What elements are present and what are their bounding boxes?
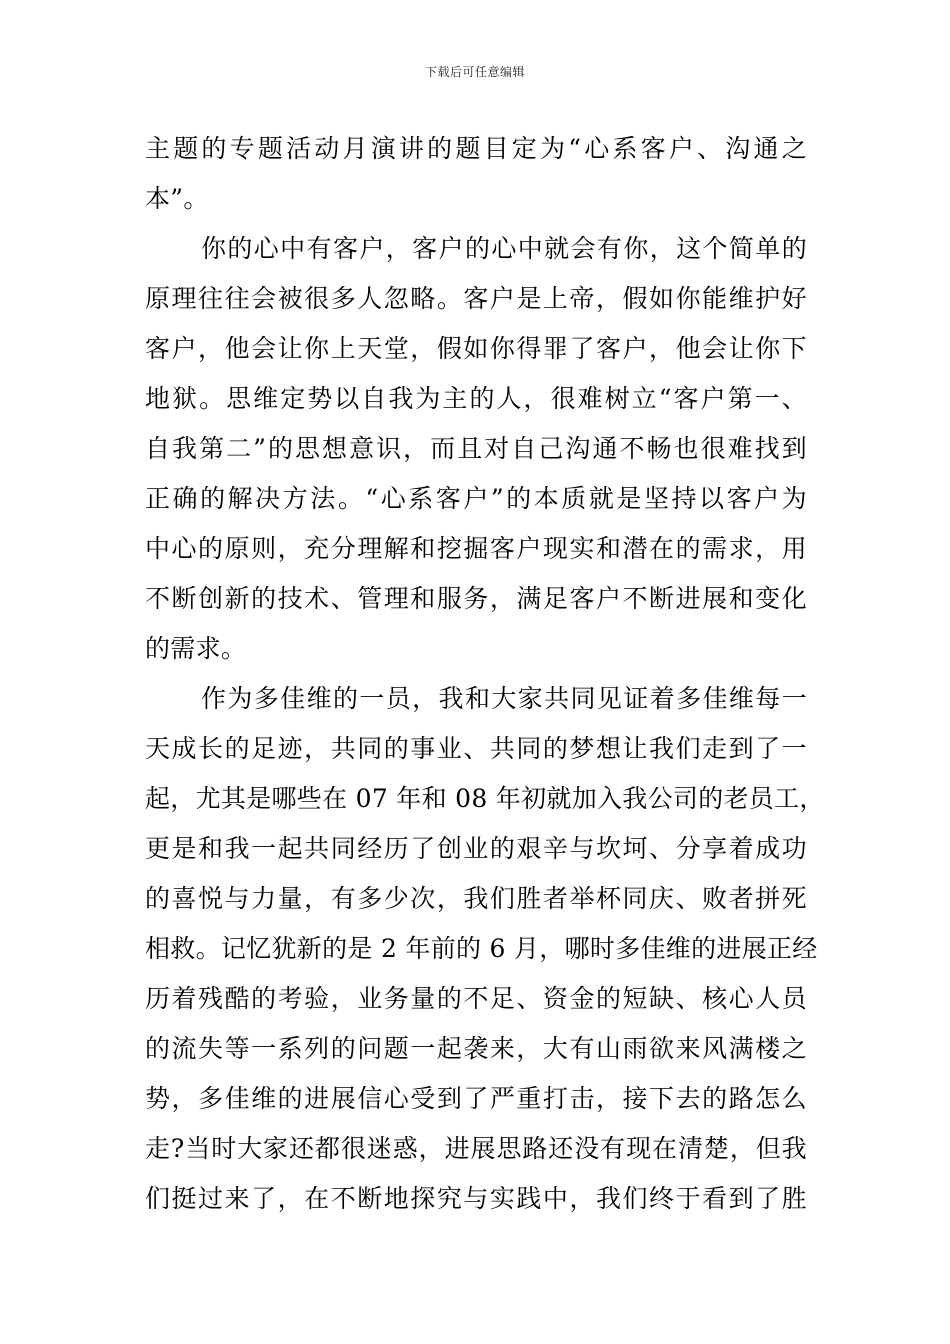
text-line: 历着残酷的考验，业务量的不足、资金的短缺、核心人员 [145, 984, 807, 1013]
text-line: 主题的专题活动月演讲的题目定为“心系客户、沟通之 [145, 134, 807, 163]
text-line: 走?当时大家还都很迷惑，进展思路还没有现在清楚，但我 [145, 1134, 807, 1163]
text-line: 势，多佳维的进展信心受到了严重打击，接下去的路怎么 [145, 1084, 807, 1113]
text-line: 不断创新的技术、管理和服务，满足客户不断进展和变化 [145, 584, 807, 613]
text-line: 们挺过来了，在不断地探究与实践中，我们终于看到了胜 [145, 1184, 807, 1213]
text-line: 地狱。思维定势以自我为主的人，很难树立“客户第一、 [145, 384, 807, 413]
text-line: 更是和我一起共同经历了创业的艰辛与坎坷、分享着成功 [145, 834, 807, 863]
text-line: 客户，他会让你上天堂，假如你得罪了客户，他会让你下 [145, 334, 807, 363]
text-line: 的喜悦与力量，有多少次，我们胜者举杯同庆、败者拼死 [145, 884, 807, 913]
text-line: 的流失等一系列的问题一起袭来，大有山雨欲来风满楼之 [145, 1034, 807, 1063]
text-line: 正确的解决方法。“心系客户”的本质就是坚持以客户为 [145, 484, 807, 513]
text-line: 起，尤其是哪些在 07 年和 08 年初就加入我公司的老员工， [145, 784, 825, 813]
page-header: 下载后可任意编辑 [424, 65, 525, 79]
text-line: 天成长的足迹，共同的事业、共同的梦想让我们走到了一 [145, 734, 807, 763]
text-line: 原理往往会被很多人忽略。客户是上帝，假如你能维护好 [145, 284, 807, 313]
text-line: 中心的原则，充分理解和挖掘客户现实和潜在的需求，用 [145, 534, 807, 563]
text-line: 作为多佳维的一员，我和大家共同见证着多佳维每一 [201, 684, 807, 713]
text-line: 相救。记忆犹新的是 2 年前的 6 月，哪时多佳维的进展正经 [145, 934, 818, 963]
document-body [145, 124, 825, 1224]
text-line: 的需求。 [145, 634, 247, 663]
text-line: 自我第二”的思想意识，而且对自己沟通不畅也很难找到 [145, 434, 807, 463]
text-line: 本”。 [145, 184, 209, 213]
text-line: 你的心中有客户，客户的心中就会有你，这个简单的 [201, 234, 807, 263]
